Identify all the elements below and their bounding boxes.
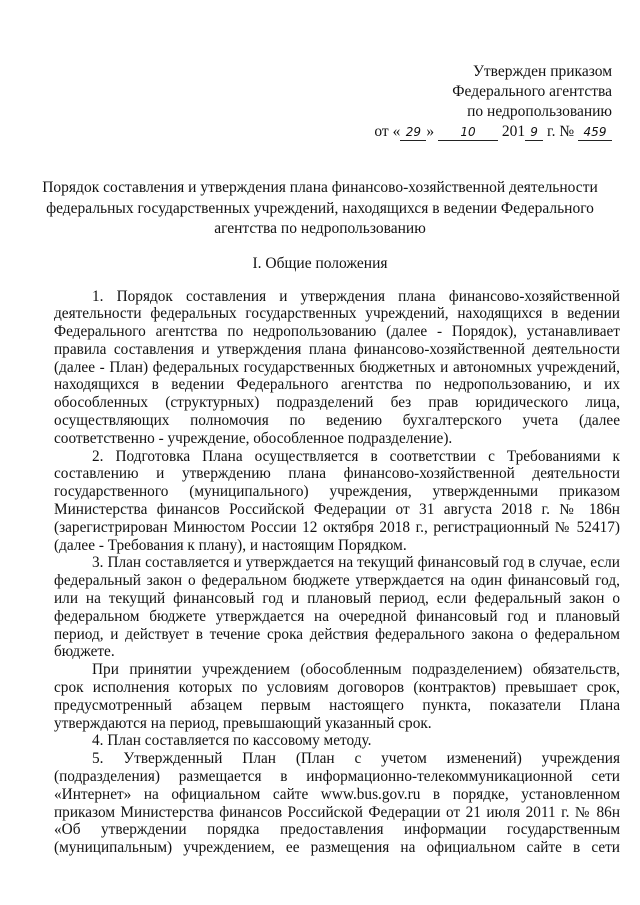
date-prefix: от « bbox=[374, 123, 401, 140]
body-text-line: срок исполнения которых по условиям договоров (контрактов) превышает срок, bbox=[54, 679, 620, 697]
body-text-line: обособленных (структурных) подразделений без прав юридического лица, bbox=[54, 394, 620, 412]
body-text-line: находящихся в ведении Федерального агентства по недропользованию, и их bbox=[54, 376, 620, 394]
handwritten-order-number: 459 bbox=[578, 124, 612, 141]
document-body bbox=[54, 288, 620, 858]
body-text-line: бюджете. bbox=[54, 643, 115, 661]
body-text-line: 1. Порядок составления и утверждения плана финансово-хозяйственной bbox=[92, 287, 620, 305]
body-text-line: составлению и утверждению плана финансово-хозяйственной деятельности bbox=[54, 465, 620, 483]
body-text-line: или на текущий финансовый год и плановый период, если федеральный закон о bbox=[54, 590, 620, 608]
body-text-line: предусмотренный абзацем первым настоящего пункта, показатели Плана bbox=[54, 696, 620, 714]
body-text-line: 4. План составляется по кассовому методу. bbox=[92, 732, 372, 750]
body-text-line: (далее - План) федеральных государственных бюджетных и автономных учреждений, bbox=[54, 358, 620, 376]
body-text-line: «Об утверждении порядка предоставления информации государственным bbox=[54, 821, 620, 839]
body-text-line: «Интернет» на официальном сайте www.bus.gov.ru в порядке, установленном bbox=[54, 785, 620, 803]
body-text-line: осуществляющих полномочия по ведению бухгалтерского учета (далее bbox=[54, 412, 620, 430]
section-heading: I. Общие положения bbox=[252, 254, 388, 272]
document-title bbox=[15, 178, 625, 240]
approval-line-3: по недропользованию bbox=[467, 103, 612, 120]
body-text-line: При принятии учреждением (обособленным подразделением) обязательств, bbox=[92, 661, 620, 679]
approval-line-1: Утвержден приказом bbox=[472, 63, 612, 80]
body-text-line: утверждаются на период, превышающий указанный срок. bbox=[54, 714, 432, 732]
date-mid: » bbox=[426, 123, 435, 140]
body-text-line: правила составления и утверждения плана финансово-хозяйственной деятельности bbox=[54, 340, 620, 358]
body-text-line: 5. Утвержденный План (План с учетом изменений) учреждения bbox=[92, 750, 620, 768]
approval-line-2: Федерального агентства bbox=[452, 83, 612, 100]
body-text-line: федеральный закон о федеральном бюджете утверждается на один финансовый год, bbox=[54, 572, 620, 590]
handwritten-year-digit: 9 bbox=[525, 124, 543, 141]
body-text-line: 2. Подготовка Плана осуществляется в соответствии с Требованиями к bbox=[92, 447, 620, 465]
body-text-line: (муниципальным) учреждением, ее размещения на официальном сайте в сети bbox=[54, 839, 620, 857]
number-prefix: г. № bbox=[546, 123, 575, 140]
title-line-3: агентства по недропользованию bbox=[214, 220, 426, 237]
body-text-line: 3. План составляется и утверждается на текущий финансовый год в случае, если bbox=[92, 554, 620, 572]
body-text-line: федеральном бюджете утверждается на очередной финансовый год и плановый bbox=[54, 607, 620, 625]
year-prefix: 201 bbox=[501, 123, 526, 140]
handwritten-day: 29 bbox=[400, 124, 426, 141]
body-text-line: (далее - Требования к плану), и настоящим Порядком. bbox=[54, 536, 407, 554]
body-text-line: соответственно - учреждение, обособленное подразделение). bbox=[54, 429, 453, 447]
title-line-1: Порядок составления и утверждения плана финансово-хозяйственной деятельности bbox=[42, 179, 598, 196]
body-text-line: приказом Министерства финансов Российской Федерации от 21 июля 2011 г. № 86н bbox=[54, 803, 620, 821]
body-text-line: период, и действует в течение срока действия федерального закона о федеральном bbox=[54, 625, 620, 643]
body-text-line: (подразделения) размещается в информационно-телекоммуникационной сети bbox=[54, 768, 620, 786]
document-content bbox=[0, 178, 640, 857]
approval-date-line bbox=[374, 122, 612, 142]
handwritten-month: 10 bbox=[438, 124, 498, 141]
body-text-line: Министерства финансов Российской Федерации от 31 августа 2018 г. № 186н bbox=[54, 501, 620, 519]
title-line-2: федеральных государственных учреждений, находящихся в ведении Федерального bbox=[46, 199, 594, 217]
body-text-line: (зарегистрирован Минюстом России 12 октября 2018 г., регистрационный № 52417) bbox=[54, 518, 620, 536]
approval-stamp bbox=[374, 62, 612, 142]
body-text-line: государственного (муниципального) учреждения, утвержденными приказом bbox=[54, 483, 620, 501]
body-text-line: Федерального агентства по недропользованию (далее - Порядок), устанавливает bbox=[54, 323, 620, 341]
body-text-line: деятельности федеральных государственных учреждений, находящихся в ведении bbox=[54, 305, 620, 323]
